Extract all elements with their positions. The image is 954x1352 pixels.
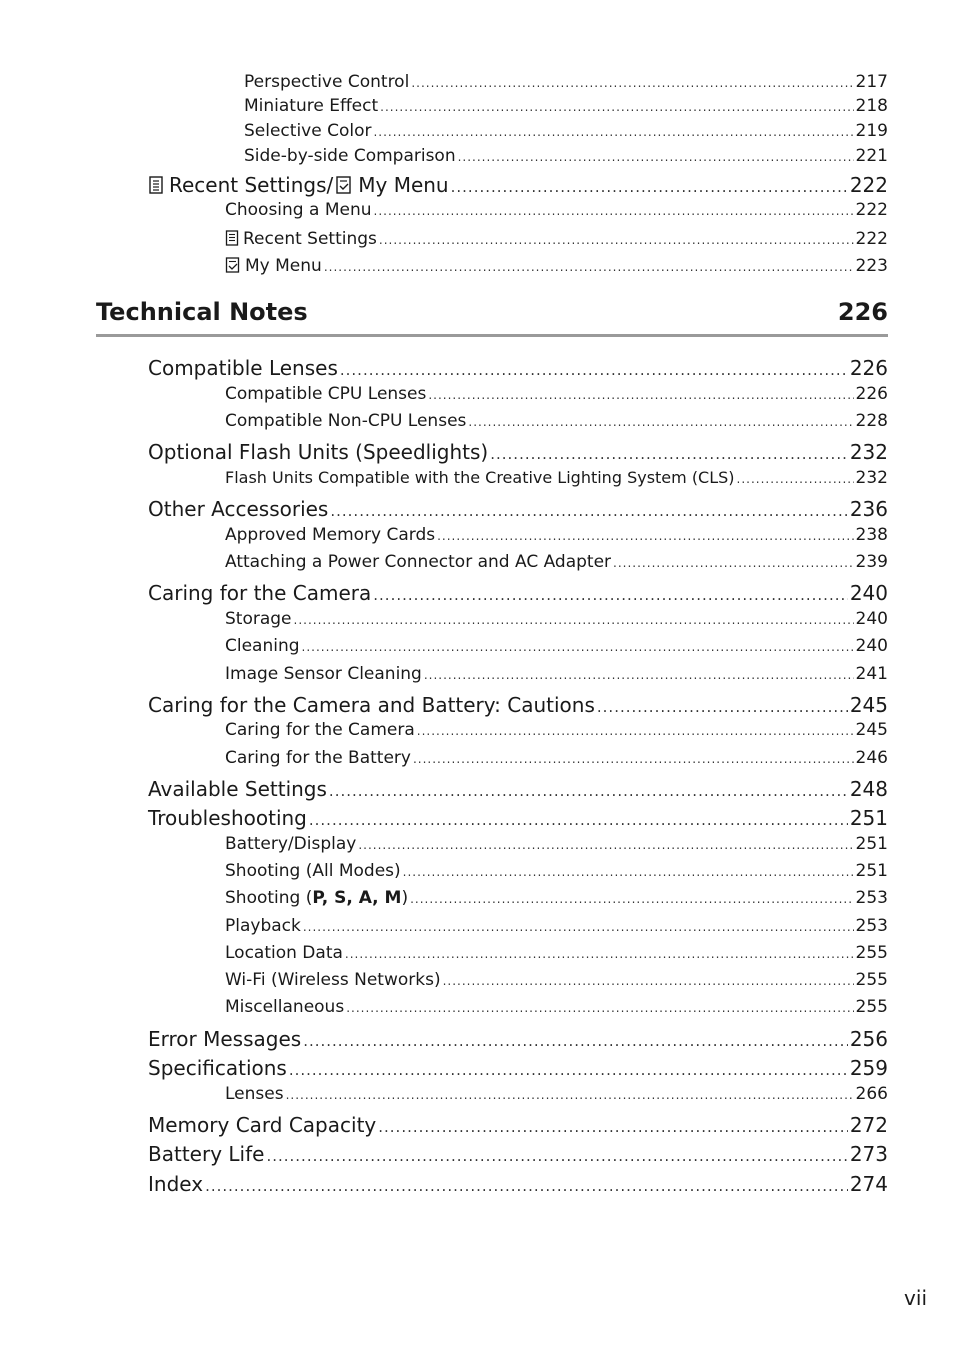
exposure-modes: P, S, A, M bbox=[312, 888, 402, 908]
toc-entry-label: Storage bbox=[225, 609, 292, 629]
toc-entry-page: 226 bbox=[849, 356, 888, 380]
leader-dots bbox=[380, 101, 853, 113]
toc-entry[interactable] bbox=[225, 413, 888, 430]
toc-entry-label: Battery Life bbox=[148, 1142, 265, 1166]
toc-entry[interactable] bbox=[148, 808, 888, 828]
leader-dots bbox=[379, 234, 854, 246]
toc-entry-label: Optional Flash Units (Speedlights) bbox=[148, 440, 489, 464]
toc-entry[interactable] bbox=[244, 74, 888, 91]
toc-entry-label: Compatible Lenses bbox=[148, 356, 338, 380]
toc-entry-label: Perspective Control bbox=[244, 72, 410, 92]
toc-entry[interactable] bbox=[148, 499, 888, 519]
toc-entry-page: 240 bbox=[855, 636, 888, 656]
toc-entry-page: 266 bbox=[855, 1084, 888, 1104]
leader-dots bbox=[294, 614, 854, 626]
leader-dots bbox=[411, 77, 853, 89]
toc-entry-label: Recent Settings/ My Menu bbox=[148, 175, 449, 195]
recent-settings-icon bbox=[148, 176, 164, 194]
toc-entry-page: 238 bbox=[855, 525, 888, 545]
toc-entry[interactable] bbox=[225, 890, 888, 907]
leader-dots bbox=[346, 1002, 853, 1014]
toc-entry[interactable] bbox=[225, 527, 888, 544]
toc-entry-label: Caring for the Camera bbox=[225, 720, 415, 740]
toc-entry[interactable] bbox=[225, 386, 888, 403]
leader-dots bbox=[303, 921, 854, 933]
toc-entry-page: 240 bbox=[849, 581, 888, 605]
toc-entry-page: 236 bbox=[849, 497, 888, 521]
toc-entry[interactable] bbox=[148, 695, 888, 715]
toc-entry[interactable] bbox=[225, 202, 888, 219]
toc-entry-page: 232 bbox=[849, 440, 888, 464]
toc-entry-page: 273 bbox=[849, 1142, 888, 1166]
toc-entry-label: Other Accessories bbox=[148, 497, 329, 521]
toc-entry-page: 248 bbox=[849, 777, 888, 801]
toc-entry-label: Shooting (All Modes) bbox=[225, 861, 401, 881]
toc-entry[interactable] bbox=[225, 638, 888, 655]
toc-entry[interactable] bbox=[148, 1058, 888, 1078]
toc-entry[interactable] bbox=[225, 999, 888, 1016]
toc-entry-page: 222 bbox=[849, 173, 888, 197]
toc-entry-page: 251 bbox=[849, 806, 888, 830]
toc-entry[interactable] bbox=[148, 583, 888, 603]
toc-entry[interactable] bbox=[225, 972, 888, 989]
leader-dots bbox=[340, 363, 848, 378]
toc-entry-page: 223 bbox=[855, 256, 888, 276]
toc-entry-label: Playback bbox=[225, 916, 301, 936]
toc-entry-label: Lenses bbox=[225, 1084, 284, 1104]
toc-entry-page: 217 bbox=[855, 72, 888, 92]
leader-dots bbox=[374, 205, 854, 217]
leader-dots bbox=[324, 261, 854, 273]
toc-entry-label: Approved Memory Cards bbox=[225, 525, 436, 545]
toc-entry[interactable] bbox=[244, 98, 888, 115]
toc-entry-label: Side-by-side Comparison bbox=[244, 146, 456, 166]
leader-dots bbox=[613, 557, 854, 569]
toc-entry-label: Index bbox=[148, 1172, 204, 1196]
toc-entry-recent-my-menu[interactable] bbox=[148, 175, 888, 195]
toc-entry[interactable] bbox=[148, 1174, 888, 1194]
toc-entry-label: Flash Units Compatible with the Creative Lighting System (CLS) bbox=[225, 468, 735, 487]
toc-entry[interactable] bbox=[225, 750, 888, 767]
toc-entry[interactable] bbox=[225, 470, 888, 487]
toc-entry-label: Miniature Effect bbox=[244, 96, 379, 116]
toc-entry[interactable] bbox=[148, 1115, 888, 1135]
toc-entry-label: Caring for the Battery bbox=[225, 748, 411, 768]
leader-dots bbox=[490, 447, 848, 462]
toc-entry-page: 241 bbox=[855, 664, 888, 684]
leader-dots bbox=[443, 975, 854, 987]
leader-dots bbox=[373, 588, 848, 603]
toc-entry-label: Compatible CPU Lenses bbox=[225, 384, 427, 404]
toc-entry[interactable] bbox=[148, 779, 888, 799]
toc-entry-label: Specifications bbox=[148, 1056, 287, 1080]
leader-dots bbox=[329, 784, 848, 799]
leader-dots bbox=[330, 504, 847, 519]
toc-entry-page: 221 bbox=[855, 146, 888, 166]
toc-entry-page: 246 bbox=[855, 748, 888, 768]
leader-dots bbox=[437, 530, 853, 542]
toc-entry-label: Image Sensor Cleaning bbox=[225, 664, 422, 684]
leader-dots bbox=[597, 700, 848, 715]
toc-entry-label: Recent Settings bbox=[225, 230, 377, 248]
leader-dots bbox=[737, 473, 854, 485]
toc-entry[interactable] bbox=[225, 554, 888, 571]
recent-settings-icon bbox=[225, 230, 239, 246]
leader-dots bbox=[378, 1120, 848, 1135]
toc-entry-label: Cleaning bbox=[225, 636, 300, 656]
toc-entry-page: 255 bbox=[855, 997, 888, 1017]
toc-entry[interactable] bbox=[225, 611, 888, 628]
toc-entry-page: 219 bbox=[855, 121, 888, 141]
toc-entry-page: 218 bbox=[855, 96, 888, 116]
toc-entry-label: Battery/Display bbox=[225, 834, 357, 854]
toc-entry[interactable] bbox=[244, 123, 888, 140]
leader-dots bbox=[428, 389, 853, 401]
toc-entry-page: 228 bbox=[855, 411, 888, 431]
leader-dots bbox=[403, 866, 854, 878]
section-title: Technical Notes bbox=[96, 298, 308, 326]
leader-dots bbox=[345, 948, 854, 960]
my-menu-icon bbox=[225, 257, 241, 273]
leader-dots bbox=[205, 1179, 848, 1194]
toc-entry-label: Caring for the Camera bbox=[148, 581, 372, 605]
toc-entry-page: 240 bbox=[855, 609, 888, 629]
toc-entry[interactable] bbox=[225, 918, 888, 935]
toc-entry-page: 259 bbox=[849, 1056, 888, 1080]
toc-entry[interactable] bbox=[225, 666, 888, 683]
toc-entry-page: 245 bbox=[855, 720, 888, 740]
leader-dots bbox=[410, 893, 853, 905]
leader-dots bbox=[303, 1034, 848, 1049]
toc-entry-page: 251 bbox=[855, 834, 888, 854]
toc-entry[interactable] bbox=[225, 722, 888, 739]
toc-entry-label: Shooting (P, S, A, M) bbox=[225, 888, 409, 908]
leader-dots bbox=[424, 669, 854, 681]
leader-dots bbox=[302, 641, 854, 653]
toc-entry-page: 272 bbox=[849, 1113, 888, 1137]
leader-dots bbox=[458, 151, 854, 163]
toc-entry[interactable] bbox=[225, 836, 888, 853]
toc-entry[interactable] bbox=[148, 1029, 888, 1049]
toc-entry-page: 255 bbox=[855, 970, 888, 990]
toc-entry-page: 232 bbox=[855, 468, 888, 488]
toc-entry[interactable] bbox=[148, 442, 888, 462]
toc-entry-page: 251 bbox=[855, 861, 888, 881]
leader-dots bbox=[468, 416, 853, 428]
toc-entry-label: Troubleshooting bbox=[148, 806, 307, 830]
toc-entry[interactable] bbox=[225, 257, 888, 275]
toc-entry-label: Attaching a Power Connector and AC Adapter bbox=[225, 552, 612, 572]
toc-entry-page: 222 bbox=[855, 229, 888, 249]
toc-entry[interactable] bbox=[225, 1086, 888, 1103]
toc-entry-page: 256 bbox=[849, 1027, 888, 1051]
toc-entry-label: Choosing a Menu bbox=[225, 200, 372, 220]
toc-entry[interactable] bbox=[225, 863, 888, 880]
toc-entry-page: 222 bbox=[855, 200, 888, 220]
leader-dots bbox=[358, 839, 853, 851]
toc-entry-label: My Menu bbox=[225, 257, 322, 275]
toc-entry-label: Available Settings bbox=[148, 777, 327, 801]
toc-entry-label: Error Messages bbox=[148, 1027, 302, 1051]
toc-entry-label: Memory Card Capacity bbox=[148, 1113, 377, 1137]
toc-entry-label: Compatible Non-CPU Lenses bbox=[225, 411, 467, 431]
toc-entry[interactable] bbox=[225, 945, 888, 962]
leader-dots bbox=[286, 1089, 854, 1101]
toc-entry-label: Miscellaneous bbox=[225, 997, 345, 1017]
section-heading[interactable] bbox=[96, 298, 888, 337]
leader-dots bbox=[451, 180, 848, 195]
toc-entry-page: 239 bbox=[855, 552, 888, 572]
toc-entry[interactable] bbox=[148, 1144, 888, 1164]
toc-entry[interactable] bbox=[225, 230, 888, 248]
toc-entry[interactable] bbox=[244, 148, 888, 165]
my-menu-icon bbox=[335, 176, 353, 194]
toc-entry-page: 255 bbox=[855, 943, 888, 963]
toc-entry-label: Caring for the Camera and Battery: Cautions bbox=[148, 693, 595, 717]
toc-entry-page: 274 bbox=[849, 1172, 888, 1196]
toc-entry-label: Location Data bbox=[225, 943, 343, 963]
leader-dots bbox=[417, 725, 854, 737]
leader-dots bbox=[266, 1149, 847, 1164]
leader-dots bbox=[309, 813, 848, 828]
toc-entry-page: 226 bbox=[855, 384, 888, 404]
page-folio: vii bbox=[904, 1286, 927, 1310]
toc-entry-page: 253 bbox=[855, 916, 888, 936]
toc-entry[interactable] bbox=[148, 358, 888, 378]
toc-entry-label: Wi-Fi (Wireless Networks) bbox=[225, 970, 441, 990]
leader-dots bbox=[289, 1063, 848, 1078]
toc-entry-page: 253 bbox=[855, 888, 888, 908]
leader-dots bbox=[413, 753, 854, 765]
toc-entry-page: 245 bbox=[849, 693, 888, 717]
toc-entry-label: Selective Color bbox=[244, 121, 372, 141]
leader-dots bbox=[373, 126, 853, 138]
section-page: 226 bbox=[837, 298, 888, 326]
